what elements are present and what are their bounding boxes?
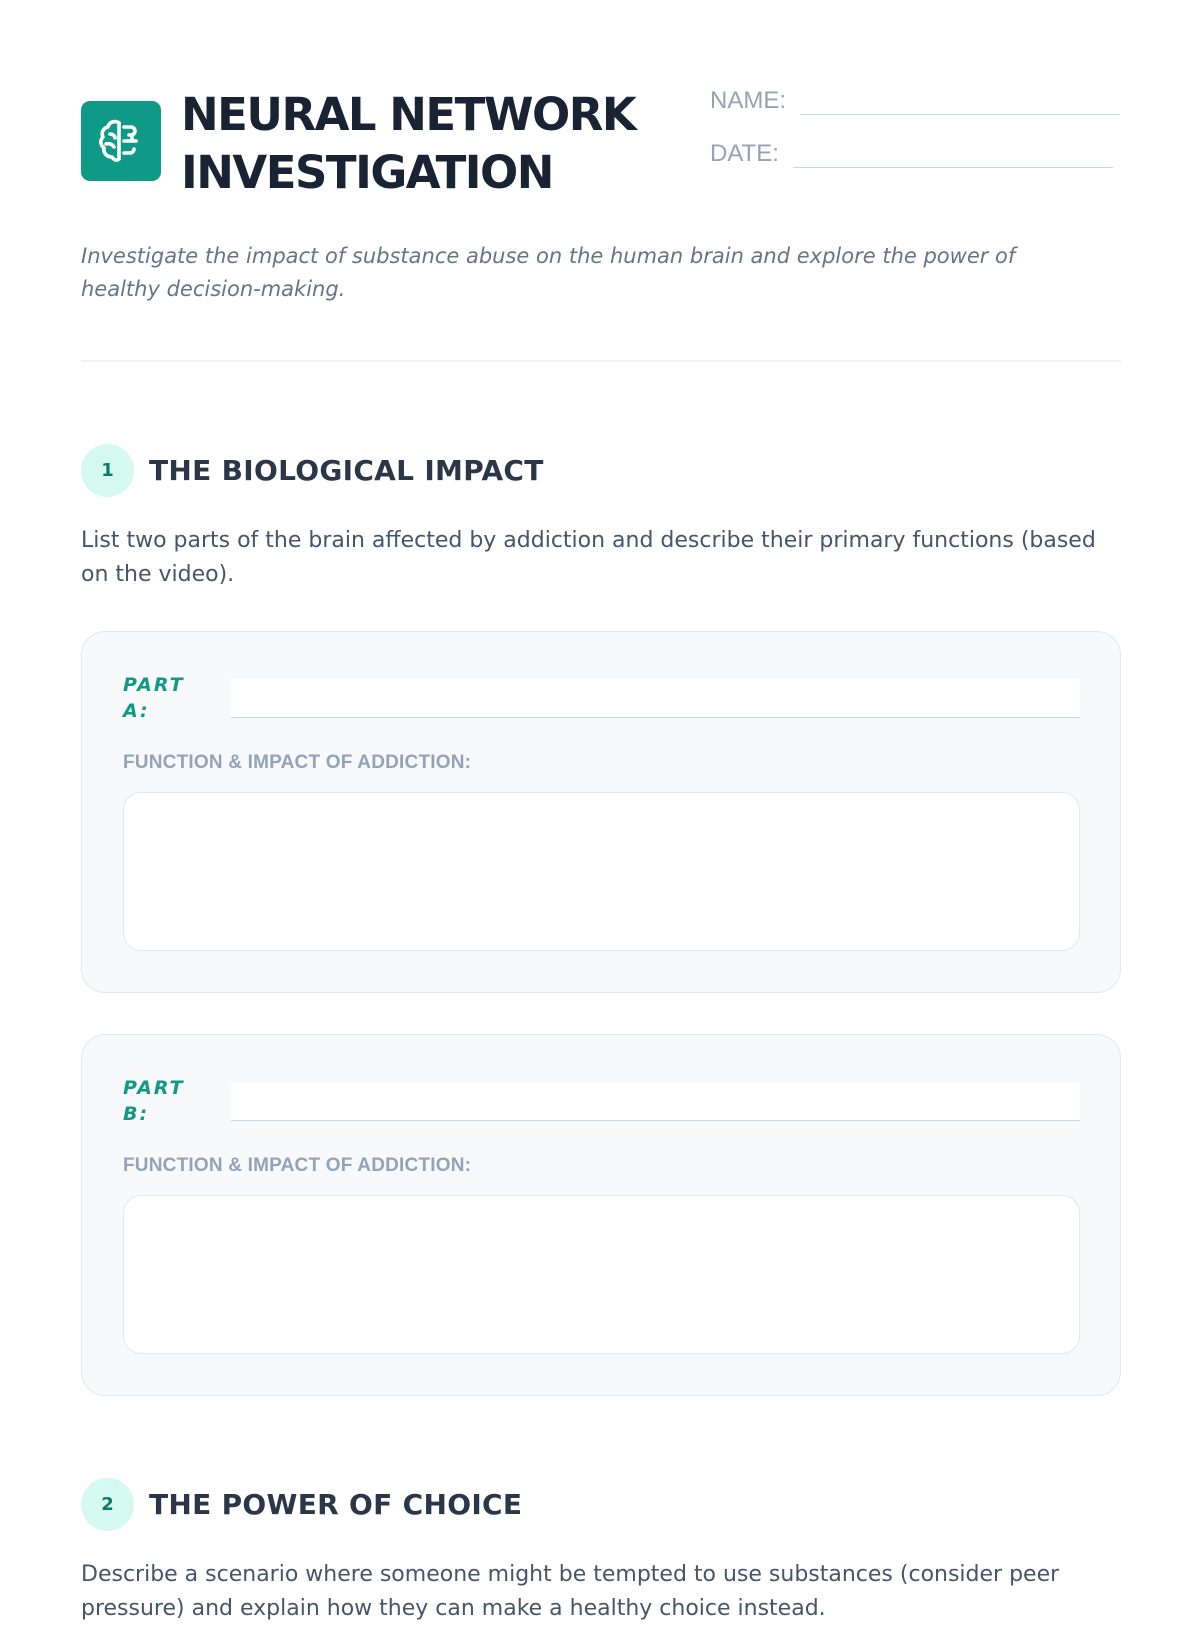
part-b-answer-box[interactable] xyxy=(123,1195,1080,1354)
name-label: NAME: xyxy=(710,87,787,114)
name-field xyxy=(710,86,1120,115)
function-label: FUNCTION & IMPACT OF ADDICTION: xyxy=(123,1155,472,1176)
worksheet-header xyxy=(81,86,1121,206)
title-line-1: NEURAL NETWORK xyxy=(181,88,636,141)
section-prompt: List two parts of the brain affected by addiction and describe their primary functions (based on the video). xyxy=(81,528,1096,587)
section-number-badge: 2 xyxy=(81,1478,134,1531)
part-b-input[interactable] xyxy=(231,1082,1080,1121)
section-title: THE BIOLOGICAL IMPACT xyxy=(149,454,544,487)
section-prompt: Describe a scenario where someone might be tempted to use substances (consider peer pressure) and explain how they can make a healthy choice instead. xyxy=(81,1562,1060,1621)
part-a-label: PART A: xyxy=(123,674,185,722)
part-a-answer-box[interactable] xyxy=(123,792,1080,951)
name-input-line[interactable] xyxy=(800,86,1120,115)
worksheet-title xyxy=(181,86,635,202)
part-b-card xyxy=(81,1034,1121,1396)
function-label: FUNCTION & IMPACT OF ADDICTION: xyxy=(123,752,472,773)
part-a-card xyxy=(81,631,1121,993)
section-number-badge: 1 xyxy=(81,444,134,497)
brain-icon xyxy=(81,101,161,181)
part-b-label: PART B: xyxy=(123,1077,185,1125)
date-label: DATE: xyxy=(710,140,779,167)
date-field xyxy=(710,139,1113,168)
section-2-header xyxy=(81,1478,522,1531)
section-1-header xyxy=(81,444,544,497)
header-divider xyxy=(81,360,1121,362)
part-a-input[interactable] xyxy=(231,679,1080,718)
intro-text: Investigate the impact of substance abuse on the human brain and explore the power of healthy decision-making. xyxy=(81,244,1016,301)
section-title: THE POWER OF CHOICE xyxy=(149,1488,523,1521)
title-line-2: INVESTIGATION xyxy=(181,146,553,199)
date-input-line[interactable] xyxy=(793,139,1113,168)
